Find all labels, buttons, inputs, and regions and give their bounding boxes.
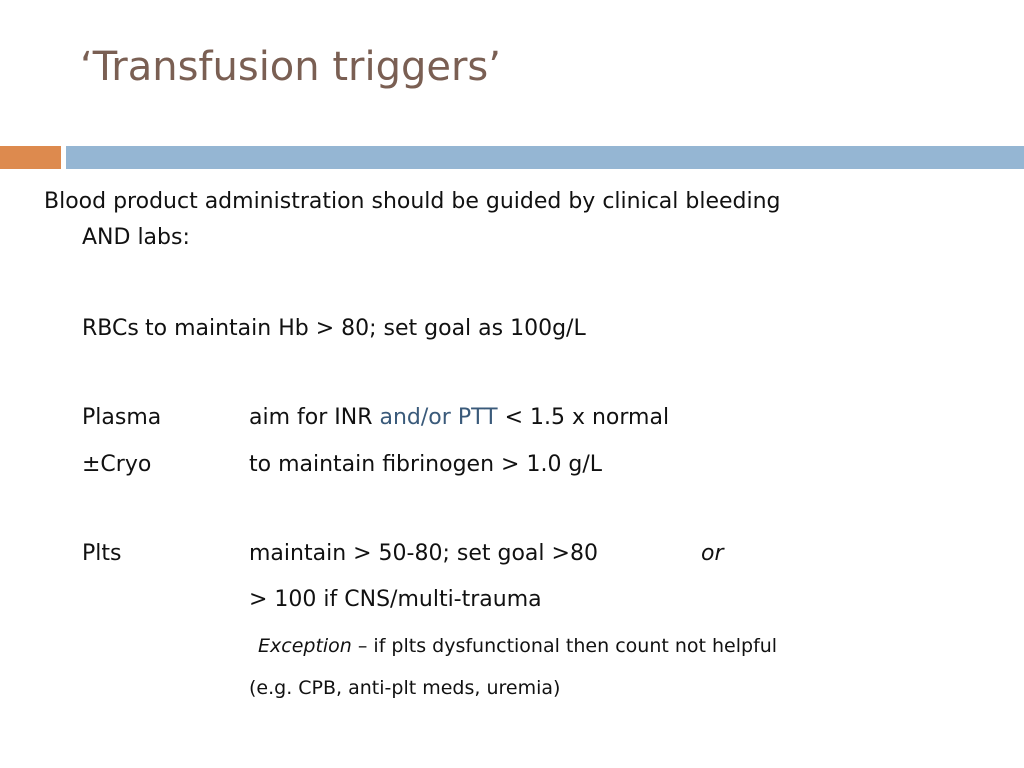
slide-title: ‘Transfusion triggers’: [80, 44, 501, 90]
intro-line-1: Blood product administration should be guided by clinical bleeding: [44, 189, 781, 214]
plasma-text-after: < 1.5 x normal: [497, 405, 670, 430]
rbcs-label: RBCs: [82, 316, 139, 341]
plasma-text: [249, 404, 669, 432]
plasma-text-before: aim for INR: [249, 405, 380, 430]
cryo-label: ±Cryo: [82, 452, 152, 477]
rbcs-text: to maintain Hb > 80; set goal as 100g/L: [145, 316, 586, 341]
exception-text: – if plts dysfunctional then count not helpful: [351, 635, 778, 657]
plasma-ptt: PTT: [457, 405, 498, 430]
plts-or: or: [701, 541, 724, 566]
cryo-text: to maintain fibrinogen > 1.0 g/L: [249, 452, 603, 477]
plts-examples: (e.g. CPB, anti-plt meds, uremia): [249, 677, 561, 699]
plasma-label: Plasma: [82, 405, 162, 430]
title-divider-bar: [66, 146, 1024, 169]
intro-line-2: AND labs:: [82, 225, 190, 250]
plts-label: Plts: [82, 541, 122, 566]
plts-line-2: > 100 if CNS/multi-trauma: [249, 587, 542, 612]
plasma-andor: and/or: [379, 405, 451, 430]
exception-label: Exception: [258, 635, 352, 657]
plts-exception: [258, 632, 777, 660]
plts-text: maintain > 50-80; set goal >80: [249, 541, 598, 566]
title-accent-bar: [0, 146, 61, 169]
